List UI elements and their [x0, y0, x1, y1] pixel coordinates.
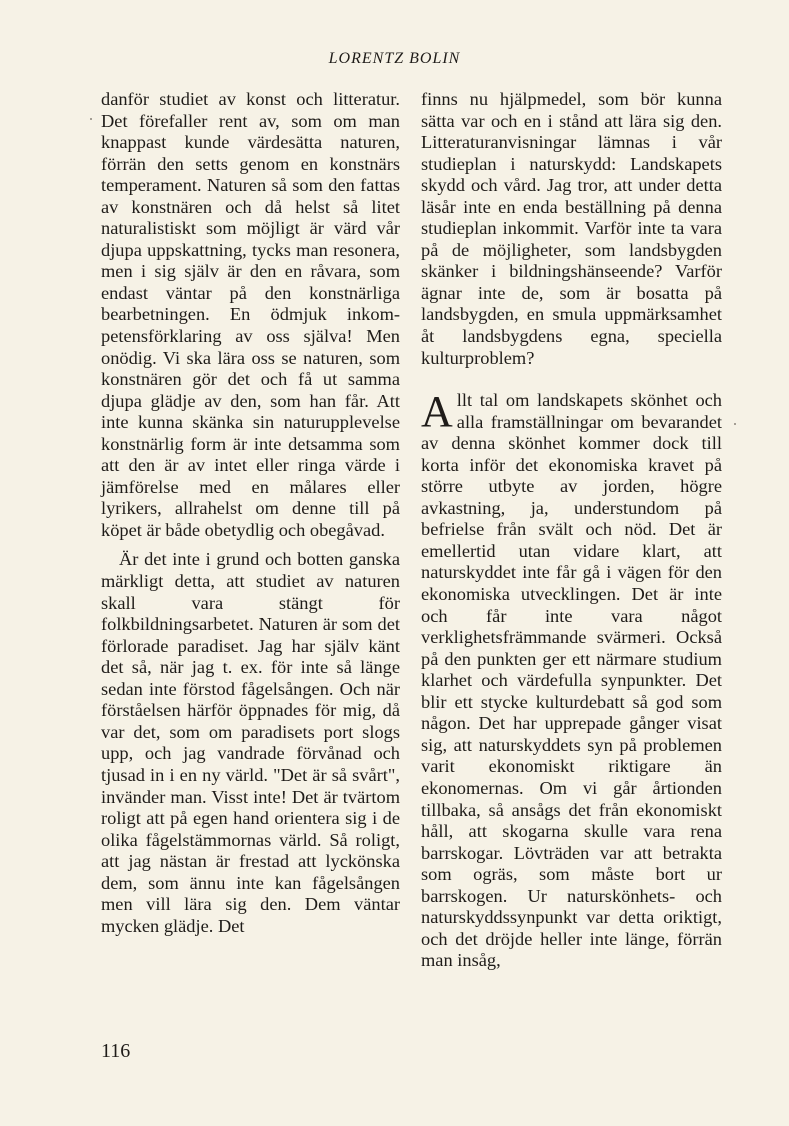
right-paragraph-2-text: llt tal om landskapets skönhet och alla framställningar om bevarandet av denna skönhet kommer dock till korta inför det ekonomiska kravet på större utbyte av jorden, högre avkastning, ja, understundom på befrielse från svält och nöd. Det är emellertid utan vidare klart, att naturskyddet inte får gå i vägen för den ekonomiska utvecklingen. Det är inte och får inte vara något verklighetsfrämmande svärmeri. Också på den punkten ger ett närmare studium klarhet och värdefulla synpunkter. Det blir ett stycke kulturdebatt så god som någon. Det har upprepade gånger visat sig, att naturskyddets syn på problemen varit ekonomiskt riktigare än ekonomernas. Om vi går årtionden tillbaka, så ansågs det från ekonomiskt håll, att skogarna skulle vara rena barrskogar. Lövträden var att betrakta som ogräs, som måste bort ur barrskogen. Ur naturskönhets- och naturskyddssynpunkt var detta oriktigt, och det dröjde heller inte länge, förrän man insåg,	[421, 390, 722, 971]
right-column	[421, 89, 722, 972]
paper-speck	[90, 118, 92, 120]
left-column	[101, 89, 400, 937]
left-paragraph-1: danför studiet av konst och litteratur. Det förefaller rent av, som om man knappast kunde värdesätta naturen, förrän den setts genom en konstnärs temperament. Naturen så som den fattas av konstnären och då helst så litet naturalistiskt som möjligt är värd vår djupa uppskattning, tycks man resonera, men i sig själv är den en råvara, som endast väntar på den konstnärliga bearbetningen. En ödmjuk inkompetensförklaring av oss själva! Men onödig. Vi ska lära oss se naturen, som konstnären gör det och få ut samma djupa glädje av den, som han får. Att inte kunna skänka sin naturupplevelse konstnärlig form är inte detsamma som att den är av intet eller ringa värde i jämförelse med en målares eller lyrikers, allrahelst om denne till på köpet är både obetydlig och obegåvad.	[101, 89, 400, 540]
drop-cap: A	[421, 387, 453, 437]
left-paragraph-2: Är det inte i grund och botten ganska märkligt detta, att studiet av naturen skall vara stängt för folkbildningsarbetet. Naturen är som det förlorade paradiset. Jag har själv känt det så, när jag t. ex. för inte så länge sedan inte förstod fågelsången. Och när förståelsen härför öppnades för mig, då var det, som om paradisets port slogs upp, och jag vandrade förvånad och tjusad in i en ny värld. "Det är så svårt", invänder man. Visst inte! Det är tvärtom roligt att på egen hand orientera sig i de olika fågelstämmornas värld. Så roligt, att jag nästan är frestad att lyckönska dem, som ännu inte kan fågelsången men vill lära sig den. Dem väntar mycken glädje. Det	[101, 549, 400, 936]
right-paragraph-1: finns nu hjälpmedel, som bör kunna sätta var och en i stånd att lära sig den. Litteraturanvisningar lämnas i vår studieplan i naturskydd: Landskapets skydd och vård. Jag tror, att under detta läsår inte en enda beställning på denna studieplan inkommit. Varför inte ta vara på de möjligheter, som landsbygden skänker i bildningshänseende? Varför ägnar inte de, som är bosatta på landsbygden, en smula uppmärksamhet åt landsbygdens egna, speciella kulturproblem?	[421, 89, 722, 368]
running-head: LORENTZ BOLIN	[328, 50, 461, 67]
right-paragraph-2	[421, 387, 722, 972]
paper-speck	[734, 423, 736, 425]
page-number: 116	[101, 1040, 131, 1062]
